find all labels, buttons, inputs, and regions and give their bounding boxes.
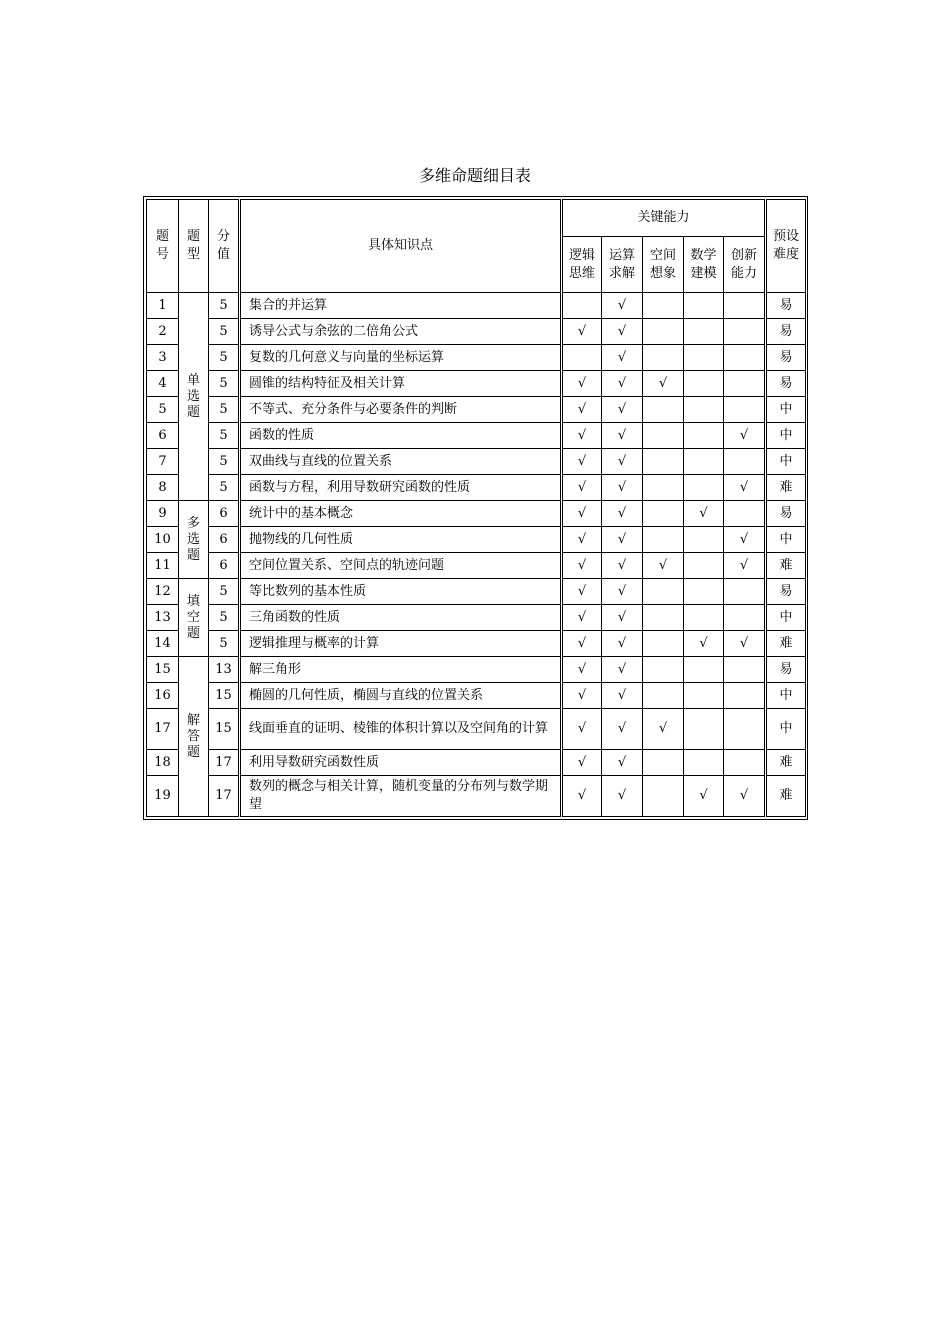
difficulty: 难 [766, 750, 806, 776]
table-row [147, 449, 806, 475]
ability-mark-logic: √ [562, 683, 602, 709]
difficulty: 易 [766, 501, 806, 527]
score: 5 [209, 397, 240, 423]
question-number: 13 [147, 605, 179, 631]
header-num: 题 号 [147, 200, 179, 293]
difficulty: 易 [766, 345, 806, 371]
specification-table [146, 199, 806, 817]
ability-mark-logic: √ [562, 657, 602, 683]
table-row [147, 345, 806, 371]
header-type: 题 型 [179, 200, 209, 293]
question-number: 12 [147, 579, 179, 605]
ability-mark-calc: √ [602, 371, 643, 397]
question-number: 5 [147, 397, 179, 423]
knowledge-point: 利用导数研究函数性质 [240, 750, 562, 776]
knowledge-point: 空间位置关系、空间点的轨迹问题 [240, 553, 562, 579]
ability-mark-logic: √ [562, 371, 602, 397]
table-row [147, 423, 806, 449]
score: 5 [209, 475, 240, 501]
question-type-answer: 解 答 题 [179, 657, 209, 817]
ability-mark-logic: √ [562, 776, 602, 817]
question-number: 3 [147, 345, 179, 371]
question-number: 6 [147, 423, 179, 449]
question-number: 2 [147, 319, 179, 345]
ability-mark-modeling [684, 475, 724, 501]
score: 17 [209, 750, 240, 776]
ability-mark-spatial [643, 631, 684, 657]
difficulty: 难 [766, 631, 806, 657]
ability-mark-modeling [684, 579, 724, 605]
ability-mark-modeling [684, 397, 724, 423]
ability-mark-calc: √ [602, 475, 643, 501]
header-ability-innovation: 创新 能力 [724, 237, 766, 293]
ability-mark-calc: √ [602, 750, 643, 776]
ability-mark-innovation: √ [724, 553, 766, 579]
table-row [147, 371, 806, 397]
score: 6 [209, 501, 240, 527]
ability-mark-modeling [684, 345, 724, 371]
knowledge-point: 不等式、充分条件与必要条件的判断 [240, 397, 562, 423]
ability-mark-spatial [643, 527, 684, 553]
ability-mark-spatial [643, 657, 684, 683]
ability-mark-innovation [724, 683, 766, 709]
table-row [147, 397, 806, 423]
header-score: 分 值 [209, 200, 240, 293]
page-title: 多维命题细目表 [418, 166, 531, 185]
question-number: 19 [147, 776, 179, 817]
knowledge-point: 诱导公式与余弦的二倍角公式 [240, 319, 562, 345]
ability-mark-modeling [684, 553, 724, 579]
ability-mark-innovation [724, 345, 766, 371]
ability-mark-spatial [643, 605, 684, 631]
question-number: 15 [147, 657, 179, 683]
ability-mark-modeling [684, 527, 724, 553]
ability-mark-logic: √ [562, 527, 602, 553]
difficulty: 易 [766, 293, 806, 319]
header-ability-logic: 逻辑 思维 [562, 237, 602, 293]
score: 5 [209, 293, 240, 319]
ability-mark-spatial [643, 579, 684, 605]
ability-mark-modeling [684, 605, 724, 631]
difficulty: 中 [766, 709, 806, 750]
difficulty: 中 [766, 527, 806, 553]
ability-mark-modeling [684, 709, 724, 750]
knowledge-point: 集合的并运算 [240, 293, 562, 319]
table-row [147, 579, 806, 605]
score: 17 [209, 776, 240, 817]
ability-mark-modeling: √ [684, 501, 724, 527]
difficulty: 易 [766, 371, 806, 397]
knowledge-point: 函数的性质 [240, 423, 562, 449]
question-number: 1 [147, 293, 179, 319]
ability-mark-logic: √ [562, 605, 602, 631]
difficulty: 易 [766, 579, 806, 605]
question-type-single: 单 选 题 [179, 293, 209, 501]
ability-mark-modeling [684, 750, 724, 776]
table-row [147, 683, 806, 709]
question-number: 7 [147, 449, 179, 475]
knowledge-point: 等比数列的基本性质 [240, 579, 562, 605]
question-number: 18 [147, 750, 179, 776]
table-row [147, 631, 806, 657]
ability-mark-calc: √ [602, 293, 643, 319]
ability-mark-spatial [643, 345, 684, 371]
question-number: 11 [147, 553, 179, 579]
ability-mark-modeling [684, 371, 724, 397]
ability-mark-innovation [724, 605, 766, 631]
ability-mark-innovation: √ [724, 475, 766, 501]
specification-table-frame [143, 196, 808, 820]
ability-mark-innovation: √ [724, 776, 766, 817]
ability-mark-innovation [724, 657, 766, 683]
ability-mark-spatial [643, 423, 684, 449]
table-row [147, 319, 806, 345]
difficulty: 中 [766, 605, 806, 631]
ability-mark-spatial [643, 683, 684, 709]
ability-mark-logic: √ [562, 475, 602, 501]
ability-mark-logic [562, 293, 602, 319]
ability-mark-calc: √ [602, 449, 643, 475]
ability-mark-calc: √ [602, 319, 643, 345]
question-number: 17 [147, 709, 179, 750]
ability-mark-innovation [724, 750, 766, 776]
table-row [147, 776, 806, 817]
knowledge-point: 双曲线与直线的位置关系 [240, 449, 562, 475]
ability-mark-spatial: √ [643, 553, 684, 579]
difficulty: 难 [766, 475, 806, 501]
knowledge-point: 椭圆的几何性质，椭圆与直线的位置关系 [240, 683, 562, 709]
question-number: 8 [147, 475, 179, 501]
table-row [147, 750, 806, 776]
table-row [147, 709, 806, 750]
ability-mark-innovation [724, 371, 766, 397]
ability-mark-modeling [684, 293, 724, 319]
difficulty: 中 [766, 397, 806, 423]
knowledge-point: 解三角形 [240, 657, 562, 683]
header-ability-calc: 运算 求解 [602, 237, 643, 293]
knowledge-point: 三角函数的性质 [240, 605, 562, 631]
ability-mark-calc: √ [602, 605, 643, 631]
ability-mark-spatial: √ [643, 371, 684, 397]
score: 13 [209, 657, 240, 683]
ability-mark-modeling [684, 449, 724, 475]
score: 15 [209, 709, 240, 750]
score: 5 [209, 319, 240, 345]
table-row [147, 657, 806, 683]
difficulty: 中 [766, 423, 806, 449]
ability-mark-innovation [724, 709, 766, 750]
ability-mark-calc: √ [602, 657, 643, 683]
score: 15 [209, 683, 240, 709]
knowledge-point: 数列的概念与相关计算，随机变量的分布列与数学期望 [240, 776, 562, 817]
score: 5 [209, 345, 240, 371]
knowledge-point: 统计中的基本概念 [240, 501, 562, 527]
table-row [147, 293, 806, 319]
ability-mark-modeling [684, 319, 724, 345]
question-number: 10 [147, 527, 179, 553]
ability-mark-logic [562, 345, 602, 371]
ability-mark-innovation [724, 449, 766, 475]
score: 6 [209, 553, 240, 579]
ability-mark-innovation [724, 501, 766, 527]
difficulty: 难 [766, 776, 806, 817]
header-knowledge: 具体知识点 [240, 200, 562, 293]
ability-mark-modeling [684, 683, 724, 709]
ability-mark-spatial [643, 319, 684, 345]
question-number: 4 [147, 371, 179, 397]
ability-mark-innovation: √ [724, 423, 766, 449]
ability-mark-innovation [724, 579, 766, 605]
difficulty: 易 [766, 319, 806, 345]
knowledge-point: 线面垂直的证明、棱锥的体积计算以及空间角的计算 [240, 709, 562, 750]
ability-mark-calc: √ [602, 631, 643, 657]
ability-mark-innovation [724, 397, 766, 423]
ability-mark-spatial [643, 397, 684, 423]
score: 5 [209, 371, 240, 397]
question-type-fill: 填 空 题 [179, 579, 209, 657]
difficulty: 易 [766, 657, 806, 683]
ability-mark-calc: √ [602, 553, 643, 579]
difficulty: 中 [766, 449, 806, 475]
table-row [147, 527, 806, 553]
ability-mark-logic: √ [562, 449, 602, 475]
score: 5 [209, 605, 240, 631]
ability-mark-logic: √ [562, 501, 602, 527]
ability-mark-modeling: √ [684, 776, 724, 817]
ability-mark-innovation [724, 319, 766, 345]
header-row-top [147, 200, 806, 237]
ability-mark-calc: √ [602, 423, 643, 449]
question-number: 14 [147, 631, 179, 657]
score: 5 [209, 579, 240, 605]
question-type-multi: 多 选 题 [179, 501, 209, 579]
ability-mark-calc: √ [602, 345, 643, 371]
ability-mark-calc: √ [602, 709, 643, 750]
score: 5 [209, 423, 240, 449]
difficulty: 中 [766, 683, 806, 709]
ability-mark-calc: √ [602, 579, 643, 605]
ability-mark-modeling [684, 657, 724, 683]
knowledge-point: 复数的几何意义与向量的坐标运算 [240, 345, 562, 371]
table-row [147, 475, 806, 501]
ability-mark-calc: √ [602, 397, 643, 423]
knowledge-point: 圆锥的结构特征及相关计算 [240, 371, 562, 397]
knowledge-point: 函数与方程，利用导数研究函数的性质 [240, 475, 562, 501]
header-ability-modeling: 数学 建模 [684, 237, 724, 293]
question-number: 16 [147, 683, 179, 709]
ability-mark-logic: √ [562, 553, 602, 579]
ability-mark-calc: √ [602, 776, 643, 817]
score: 5 [209, 449, 240, 475]
ability-mark-logic: √ [562, 319, 602, 345]
ability-mark-spatial [643, 776, 684, 817]
ability-mark-logic: √ [562, 631, 602, 657]
ability-mark-logic: √ [562, 750, 602, 776]
ability-mark-logic: √ [562, 397, 602, 423]
ability-mark-spatial [643, 475, 684, 501]
score: 6 [209, 527, 240, 553]
ability-mark-spatial [643, 293, 684, 319]
ability-mark-spatial [643, 750, 684, 776]
ability-mark-modeling [684, 423, 724, 449]
ability-mark-calc: √ [602, 683, 643, 709]
table-row [147, 605, 806, 631]
score: 5 [209, 631, 240, 657]
knowledge-point: 逻辑推理与概率的计算 [240, 631, 562, 657]
table-body [147, 293, 806, 817]
difficulty: 难 [766, 553, 806, 579]
table-row [147, 501, 806, 527]
ability-mark-calc: √ [602, 527, 643, 553]
ability-mark-logic: √ [562, 423, 602, 449]
ability-mark-spatial: √ [643, 709, 684, 750]
header-ability-spatial: 空间 想象 [643, 237, 684, 293]
ability-mark-innovation: √ [724, 527, 766, 553]
question-number: 9 [147, 501, 179, 527]
header-abilities-group: 关键能力 [562, 200, 766, 237]
ability-mark-spatial [643, 449, 684, 475]
knowledge-point: 抛物线的几何性质 [240, 527, 562, 553]
ability-mark-innovation: √ [724, 631, 766, 657]
table-row [147, 553, 806, 579]
ability-mark-innovation [724, 293, 766, 319]
ability-mark-logic: √ [562, 579, 602, 605]
header-difficulty: 预设 难度 [766, 200, 806, 293]
ability-mark-calc: √ [602, 501, 643, 527]
ability-mark-spatial [643, 501, 684, 527]
ability-mark-modeling: √ [684, 631, 724, 657]
ability-mark-logic: √ [562, 709, 602, 750]
